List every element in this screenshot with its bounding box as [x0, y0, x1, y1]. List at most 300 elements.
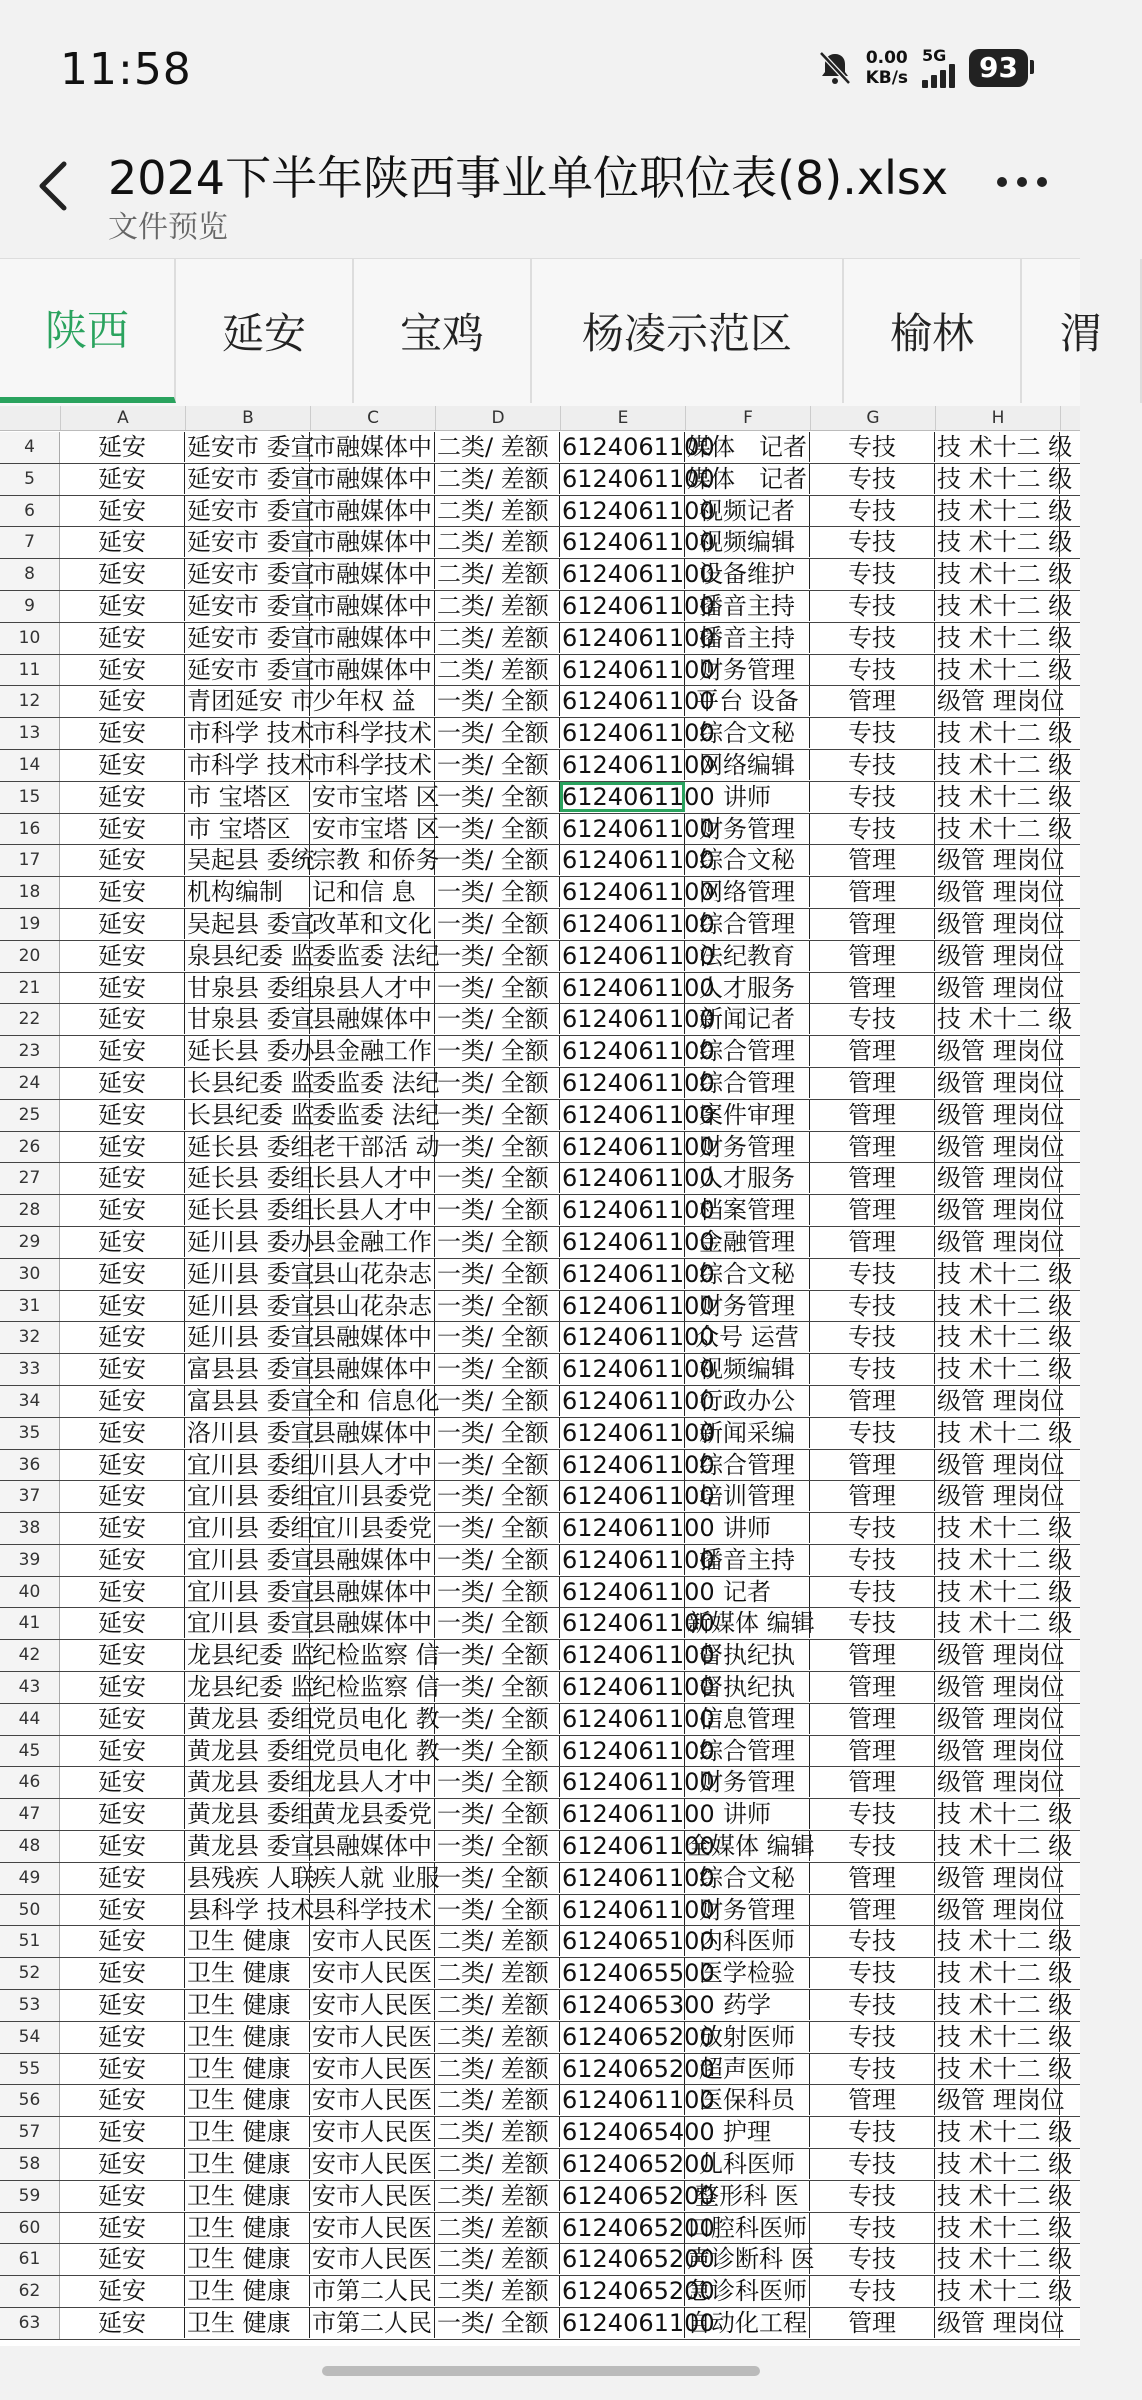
- table-cell[interactable]: 管理: [810, 1132, 935, 1162]
- table-cell[interactable]: 延安市 委宣: [187, 464, 315, 493]
- row-number[interactable]: 20: [0, 941, 60, 972]
- table-cell[interactable]: 延安: [60, 1831, 185, 1861]
- table-cell[interactable]: 级管 理岗位: [937, 1386, 1065, 1415]
- back-arrow-icon[interactable]: [34, 156, 74, 216]
- table-cell[interactable]: 专技: [810, 2149, 935, 2179]
- table-cell[interactable]: 专技: [810, 2022, 935, 2052]
- table-cell[interactable]: 财务管理: [685, 814, 810, 844]
- table-cell[interactable]: 一类/ 全额: [435, 1577, 560, 1607]
- table-cell[interactable]: 市科学 技术: [187, 750, 315, 779]
- table-cell[interactable]: 技 术十二 级: [937, 814, 1073, 843]
- table-cell[interactable]: 级管 理岗位: [937, 1068, 1065, 1097]
- table-cell[interactable]: 一类/ 全额: [435, 750, 560, 780]
- table-cell[interactable]: 专技: [810, 1831, 935, 1861]
- table-cell[interactable]: 延安: [60, 1386, 185, 1416]
- table-cell[interactable]: 6124061100: [562, 878, 715, 907]
- table-cell[interactable]: 少年权 益: [310, 686, 435, 716]
- table-cell[interactable]: 管理: [810, 1767, 935, 1797]
- table-cell[interactable]: 级管 理岗位: [937, 1641, 1065, 1670]
- table-cell[interactable]: 6124061100: [562, 464, 715, 493]
- table-cell[interactable]: 综合管理: [685, 1736, 810, 1766]
- table-cell[interactable]: 管理: [810, 1386, 935, 1416]
- table-cell[interactable]: 设备维护: [685, 559, 810, 589]
- table-cell[interactable]: 宜川县 委组: [187, 1482, 315, 1511]
- table-cell[interactable]: 卫生 健康: [185, 2054, 310, 2084]
- table-cell[interactable]: 记和信 息: [310, 877, 435, 907]
- table-cell[interactable]: 宜川县 委宣: [187, 1545, 315, 1574]
- table-cell[interactable]: 管理: [810, 1863, 935, 1893]
- table-cell[interactable]: 药学: [685, 1990, 810, 2020]
- table-cell[interactable]: 延安: [60, 750, 185, 780]
- table-cell[interactable]: 技 术十二 级: [937, 1514, 1073, 1543]
- table-cell[interactable]: 延安: [60, 1291, 185, 1321]
- table-cell[interactable]: 一类/ 全额: [435, 845, 560, 875]
- table-cell[interactable]: 市 宝塔区: [185, 782, 310, 812]
- table-cell[interactable]: 管理: [810, 1068, 935, 1098]
- table-cell[interactable]: 延川县 委办: [187, 1227, 315, 1256]
- row-number[interactable]: 40: [0, 1577, 60, 1608]
- table-cell[interactable]: 县山花杂志: [310, 1259, 435, 1289]
- table-cell[interactable]: 一类/ 全额: [435, 1004, 560, 1034]
- row-number[interactable]: 25: [0, 1100, 60, 1131]
- table-cell[interactable]: 二类/ 差额: [435, 2085, 560, 2115]
- table-cell[interactable]: 二类/ 差额: [435, 2181, 560, 2211]
- row-number[interactable]: 12: [0, 686, 60, 717]
- table-cell[interactable]: 一类/ 全额: [435, 1704, 560, 1734]
- row-number[interactable]: 41: [0, 1608, 60, 1639]
- table-cell[interactable]: 技 术十二 级: [937, 1927, 1073, 1956]
- table-cell[interactable]: 级管 理岗位: [937, 1227, 1065, 1256]
- table-cell[interactable]: 专技: [810, 1322, 935, 1352]
- row-number[interactable]: 18: [0, 877, 60, 908]
- table-cell[interactable]: 专技: [810, 1577, 935, 1607]
- table-cell[interactable]: 整形科 医: [685, 2181, 810, 2211]
- table-cell[interactable]: 卫生 健康: [185, 2244, 310, 2274]
- table-cell[interactable]: 专技: [810, 1545, 935, 1575]
- table-cell[interactable]: 延安: [60, 623, 185, 653]
- row-number[interactable]: 45: [0, 1736, 60, 1767]
- table-cell[interactable]: 案件审理: [685, 1100, 810, 1130]
- table-cell[interactable]: 专技: [810, 2244, 935, 2274]
- table-cell[interactable]: 6124061100: [562, 1704, 715, 1733]
- row-number[interactable]: 23: [0, 1036, 60, 1067]
- table-cell[interactable]: 延长县 委组: [187, 1164, 315, 1193]
- row-number[interactable]: 51: [0, 1926, 60, 1957]
- table-cell[interactable]: 市科学 技术: [187, 719, 315, 748]
- table-cell[interactable]: 纪检监察 信: [312, 1673, 440, 1702]
- table-cell[interactable]: 专技: [810, 432, 935, 462]
- home-indicator[interactable]: [322, 2366, 760, 2376]
- table-cell[interactable]: 专技: [810, 527, 935, 557]
- table-cell[interactable]: 财务管理: [685, 1895, 810, 1925]
- table-cell[interactable]: 6124061100: [562, 496, 715, 525]
- table-cell[interactable]: 管理: [810, 1895, 935, 1925]
- table-cell[interactable]: 综合文秘: [685, 1259, 810, 1289]
- table-cell[interactable]: 技 术十二 级: [937, 1959, 1073, 1988]
- table-cell[interactable]: 6124065100: [562, 1927, 715, 1956]
- table-cell[interactable]: 县融媒体中: [310, 1545, 435, 1575]
- table-cell[interactable]: 技 术十二 级: [937, 2213, 1073, 2242]
- table-cell[interactable]: 卫生 健康: [185, 2149, 310, 2179]
- table-cell[interactable]: 技 术十二 级: [937, 750, 1073, 779]
- table-cell[interactable]: 6124061100: [562, 1736, 715, 1765]
- table-cell[interactable]: 老干部活 动: [312, 1132, 440, 1161]
- table-cell[interactable]: 延川县 委宣: [187, 1291, 315, 1320]
- table-cell[interactable]: 级管 理岗位: [937, 2309, 1065, 2338]
- table-cell[interactable]: 卫生 健康: [185, 2181, 310, 2211]
- table-cell[interactable]: 延安: [60, 2054, 185, 2084]
- table-cell[interactable]: 安市人民医: [310, 2181, 435, 2211]
- row-number[interactable]: 15: [0, 782, 60, 813]
- table-cell[interactable]: 口腔科医师: [685, 2213, 810, 2243]
- column-header[interactable]: C: [311, 406, 436, 430]
- row-number[interactable]: 33: [0, 1354, 60, 1385]
- table-cell[interactable]: 县融媒体中: [310, 1322, 435, 1352]
- table-cell[interactable]: 网络管理: [685, 877, 810, 907]
- table-cell[interactable]: 延安: [60, 814, 185, 844]
- table-cell[interactable]: 延安: [60, 1513, 185, 1543]
- table-cell[interactable]: 财务管理: [685, 1132, 810, 1162]
- table-cell[interactable]: 播音主持: [685, 1545, 810, 1575]
- table-cell[interactable]: 富县县 委宣: [187, 1386, 315, 1415]
- table-cell[interactable]: 安市人民医: [310, 2117, 435, 2147]
- table-cell[interactable]: 专技: [810, 2276, 935, 2306]
- table-cell[interactable]: 媒体 记者: [685, 432, 810, 462]
- table-cell[interactable]: 级管 理岗位: [937, 1895, 1065, 1924]
- table-cell[interactable]: 管理: [810, 1704, 935, 1734]
- table-cell[interactable]: 一类/ 全额: [435, 1545, 560, 1575]
- table-cell[interactable]: 二类/ 差额: [435, 1990, 560, 2020]
- table-cell[interactable]: 宜川县委党: [310, 1513, 435, 1543]
- table-cell[interactable]: 延安: [60, 1068, 185, 1098]
- table-cell[interactable]: 视频编辑: [685, 1354, 810, 1384]
- table-cell[interactable]: 专技: [810, 2213, 935, 2243]
- table-cell[interactable]: 延安: [60, 2213, 185, 2243]
- table-cell[interactable]: 综合文秘: [685, 718, 810, 748]
- table-cell[interactable]: 6124065200: [562, 2022, 715, 2051]
- table-cell[interactable]: 6124061100: [562, 814, 715, 843]
- table-cell[interactable]: 一类/ 全额: [435, 1354, 560, 1384]
- table-cell[interactable]: 县金融工作: [310, 1036, 435, 1066]
- table-cell[interactable]: 技 术十二 级: [937, 623, 1073, 652]
- table-cell[interactable]: 技 术十二 级: [937, 782, 1073, 811]
- table-cell[interactable]: 一类/ 全额: [435, 1895, 560, 1925]
- table-cell[interactable]: 视频记者: [685, 496, 810, 526]
- row-number[interactable]: 53: [0, 1990, 60, 2021]
- table-cell[interactable]: 一类/ 全额: [435, 1767, 560, 1797]
- table-cell[interactable]: 6124061100: [562, 2309, 715, 2338]
- table-cell[interactable]: 6124061100: [562, 1005, 715, 1034]
- table-cell[interactable]: 延安: [60, 1259, 185, 1289]
- table-cell[interactable]: 二类/ 差额: [435, 2117, 560, 2147]
- row-number[interactable]: 42: [0, 1640, 60, 1671]
- tab-shaanxi[interactable]: [0, 259, 176, 403]
- table-cell[interactable]: 6124061100: [562, 1832, 715, 1861]
- table-cell[interactable]: 长县纪委 监: [187, 1100, 315, 1129]
- table-cell[interactable]: 专技: [810, 1926, 935, 1956]
- table-cell[interactable]: 龙县纪委 监: [187, 1673, 315, 1702]
- table-cell[interactable]: 技 术十二 级: [937, 528, 1073, 557]
- table-cell[interactable]: 一类/ 全额: [435, 1513, 560, 1543]
- table-cell[interactable]: 二类/ 差额: [435, 464, 560, 494]
- row-number[interactable]: 58: [0, 2149, 60, 2180]
- table-cell[interactable]: 宜川县委党: [310, 1481, 435, 1511]
- table-cell[interactable]: 延安: [60, 718, 185, 748]
- table-cell[interactable]: 级管 理岗位: [937, 1482, 1065, 1511]
- table-cell[interactable]: 管理: [810, 1227, 935, 1257]
- table-cell[interactable]: 延安: [60, 655, 185, 685]
- table-cell[interactable]: 级管 理岗位: [937, 1196, 1065, 1225]
- table-cell[interactable]: 视频编辑: [685, 527, 810, 557]
- table-cell[interactable]: 6124061100: [562, 782, 715, 811]
- table-cell[interactable]: 宗教 和侨务: [312, 846, 440, 875]
- table-cell[interactable]: 级管 理岗位: [937, 1736, 1065, 1765]
- table-cell[interactable]: 县科学 技术: [187, 1895, 315, 1924]
- table-cell[interactable]: 一类/ 全额: [435, 1036, 560, 1066]
- table-cell[interactable]: 级管 理岗位: [937, 973, 1065, 1002]
- sheet-corner[interactable]: [0, 406, 61, 430]
- table-cell[interactable]: 6124061100: [562, 973, 715, 1002]
- tab-yangling[interactable]: [532, 259, 844, 403]
- table-cell[interactable]: 一类/ 全额: [435, 1291, 560, 1321]
- table-cell[interactable]: 延安: [60, 1608, 185, 1638]
- table-cell[interactable]: 安市人民医: [310, 2213, 435, 2243]
- spreadsheet[interactable]: [0, 406, 1080, 2346]
- table-cell[interactable]: 综合文秘: [685, 1863, 810, 1893]
- table-cell[interactable]: 级管 理岗位: [937, 846, 1065, 875]
- table-cell[interactable]: 延安: [60, 845, 185, 875]
- row-number[interactable]: 43: [0, 1672, 60, 1703]
- table-cell[interactable]: 二类/ 差额: [435, 496, 560, 526]
- table-cell[interactable]: 县融媒体中: [310, 1577, 435, 1607]
- table-cell[interactable]: 6124061100: [562, 1355, 715, 1384]
- table-cell[interactable]: 市科学技术: [310, 750, 435, 780]
- table-cell[interactable]: 二类/ 差额: [435, 559, 560, 589]
- table-cell[interactable]: 黄龙县 委组: [187, 1768, 315, 1797]
- table-cell[interactable]: 市融媒体中: [310, 591, 435, 621]
- row-number[interactable]: 46: [0, 1767, 60, 1798]
- row-number[interactable]: 5: [0, 464, 60, 495]
- table-cell[interactable]: 综合文秘: [685, 845, 810, 875]
- table-cell[interactable]: 管理: [810, 845, 935, 875]
- table-cell[interactable]: 二类/ 差额: [435, 655, 560, 685]
- table-cell[interactable]: 党员电化 教: [312, 1704, 440, 1733]
- table-cell[interactable]: 一类/ 全额: [435, 1068, 560, 1098]
- table-cell[interactable]: 6124061100: [562, 1418, 715, 1447]
- table-cell[interactable]: 宜川县 委宣: [187, 1609, 315, 1638]
- table-cell[interactable]: 延安市 委宣: [187, 496, 315, 525]
- row-number[interactable]: 28: [0, 1195, 60, 1226]
- table-cell[interactable]: 延安: [60, 2181, 185, 2211]
- table-cell[interactable]: 二类/ 差额: [435, 591, 560, 621]
- table-cell[interactable]: 延安: [60, 1163, 185, 1193]
- row-number[interactable]: 9: [0, 591, 60, 622]
- table-cell[interactable]: 延安: [60, 1418, 185, 1448]
- table-cell[interactable]: 延安: [60, 1545, 185, 1575]
- table-cell[interactable]: 级管 理岗位: [937, 1037, 1065, 1066]
- table-cell[interactable]: 专技: [810, 1990, 935, 2020]
- table-cell[interactable]: 延安: [60, 2117, 185, 2147]
- table-cell[interactable]: 延安: [60, 973, 185, 1003]
- table-cell[interactable]: 6124065200: [562, 2181, 715, 2210]
- table-cell[interactable]: 一类/ 全额: [435, 941, 560, 971]
- table-cell[interactable]: 市科学技术: [310, 718, 435, 748]
- table-cell[interactable]: 县融媒体中: [310, 1418, 435, 1448]
- table-cell[interactable]: 长县人才中: [310, 1163, 435, 1193]
- row-number[interactable]: 61: [0, 2244, 60, 2275]
- row-number[interactable]: 26: [0, 1132, 60, 1163]
- table-cell[interactable]: 管理: [810, 973, 935, 1003]
- column-header[interactable]: H: [936, 406, 1061, 430]
- table-cell[interactable]: 甘泉县 委宣: [187, 1005, 315, 1034]
- table-cell[interactable]: 专技: [810, 1608, 935, 1638]
- table-cell[interactable]: 一类/ 全额: [435, 1163, 560, 1193]
- table-cell[interactable]: 延安: [60, 1036, 185, 1066]
- table-cell[interactable]: 一类/ 全额: [435, 1640, 560, 1670]
- table-cell[interactable]: 卫生 健康: [185, 2213, 310, 2243]
- table-cell[interactable]: 县融媒体中: [310, 1354, 435, 1384]
- table-cell[interactable]: 管理: [810, 1481, 935, 1511]
- table-cell[interactable]: 技 术十二 级: [937, 1609, 1073, 1638]
- row-number[interactable]: 21: [0, 973, 60, 1004]
- row-number[interactable]: 32: [0, 1322, 60, 1353]
- table-cell[interactable]: 综合管理: [685, 1450, 810, 1480]
- table-cell[interactable]: 播音主持: [685, 623, 810, 653]
- table-cell[interactable]: 龙县人才中: [310, 1767, 435, 1797]
- table-cell[interactable]: 管理: [810, 2085, 935, 2115]
- column-header[interactable]: A: [61, 406, 186, 430]
- table-cell[interactable]: 一类/ 全额: [435, 1799, 560, 1829]
- table-cell[interactable]: 专技: [810, 2181, 935, 2211]
- table-cell[interactable]: 级管 理岗位: [937, 1704, 1065, 1733]
- table-cell[interactable]: 延安: [60, 1132, 185, 1162]
- table-cell[interactable]: 安市人民医: [310, 2149, 435, 2179]
- table-cell[interactable]: 专技: [810, 1799, 935, 1829]
- table-cell[interactable]: 一类/ 全额: [435, 1227, 560, 1257]
- table-cell[interactable]: 管理: [810, 1672, 935, 1702]
- table-cell[interactable]: 6124065200: [562, 2245, 715, 2274]
- table-cell[interactable]: 泉县纪委 监: [187, 941, 315, 970]
- table-cell[interactable]: 延安: [60, 1354, 185, 1384]
- table-cell[interactable]: 安市宝塔 区: [312, 782, 440, 811]
- table-cell[interactable]: 专技: [810, 591, 935, 621]
- table-cell[interactable]: 技 术十二 级: [937, 496, 1073, 525]
- row-number[interactable]: 35: [0, 1418, 60, 1449]
- table-cell[interactable]: 技 术十二 级: [937, 2118, 1073, 2147]
- row-number[interactable]: 55: [0, 2054, 60, 2085]
- table-cell[interactable]: 6124061100: [562, 1132, 715, 1161]
- table-cell[interactable]: 一类/ 全额: [435, 973, 560, 1003]
- table-cell[interactable]: 洛川县 委宣: [187, 1418, 315, 1447]
- table-cell[interactable]: 川县人才中: [310, 1450, 435, 1480]
- table-cell[interactable]: 6124061100: [562, 1259, 715, 1288]
- more-icon[interactable]: [996, 172, 1048, 192]
- table-cell[interactable]: 延安: [60, 1895, 185, 1925]
- table-cell[interactable]: 一类/ 全额: [435, 814, 560, 844]
- table-cell[interactable]: 6124061100: [562, 433, 715, 461]
- row-number[interactable]: 36: [0, 1450, 60, 1481]
- row-number[interactable]: 27: [0, 1163, 60, 1194]
- table-cell[interactable]: 管理: [810, 1450, 935, 1480]
- table-cell[interactable]: 6124061100: [562, 1768, 715, 1797]
- table-cell[interactable]: 延安市 委宣: [187, 655, 315, 684]
- table-cell[interactable]: 卫生 健康: [185, 2276, 310, 2306]
- table-cell[interactable]: 延安: [60, 1863, 185, 1893]
- table-cell[interactable]: 延安: [60, 1227, 185, 1257]
- table-cell[interactable]: 综合管理: [685, 1036, 810, 1066]
- column-header[interactable]: F: [686, 406, 811, 430]
- table-cell[interactable]: 技 术十二 级: [937, 1577, 1073, 1606]
- table-cell[interactable]: 安市人民医: [310, 2054, 435, 2084]
- table-cell[interactable]: 县科学技术: [310, 1895, 435, 1925]
- table-cell[interactable]: 讲师: [685, 782, 810, 812]
- table-cell[interactable]: 一类/ 全额: [435, 1195, 560, 1225]
- table-cell[interactable]: 安市人民医: [310, 2085, 435, 2115]
- table-cell[interactable]: 青团延安 市: [187, 687, 315, 716]
- table-cell[interactable]: 管理: [810, 877, 935, 907]
- table-cell[interactable]: 延安: [60, 527, 185, 557]
- table-cell[interactable]: 6124065300: [562, 1991, 715, 2020]
- table-cell[interactable]: 专技: [810, 1004, 935, 1034]
- table-cell[interactable]: 延安: [60, 1481, 185, 1511]
- table-cell[interactable]: 6124061100: [562, 1037, 715, 1066]
- table-cell[interactable]: 6124061100: [562, 1895, 715, 1924]
- table-cell[interactable]: 县融媒体中: [310, 1004, 435, 1034]
- row-number[interactable]: 8: [0, 559, 60, 590]
- table-cell[interactable]: 信息管理: [685, 1704, 810, 1734]
- table-cell[interactable]: 延安市 委宣: [187, 623, 315, 652]
- column-header[interactable]: G: [811, 406, 936, 430]
- row-number[interactable]: 63: [0, 2308, 60, 2339]
- table-cell[interactable]: 市融媒体中: [310, 432, 435, 462]
- table-cell[interactable]: 延安: [60, 877, 185, 907]
- table-cell[interactable]: 专技: [810, 1958, 935, 1988]
- table-cell[interactable]: 行政办公: [685, 1386, 810, 1416]
- table-cell[interactable]: 一类/ 全额: [435, 2308, 560, 2338]
- table-cell[interactable]: 延安: [60, 909, 185, 939]
- table-cell[interactable]: 黄龙县 委宣: [187, 1832, 315, 1861]
- table-cell[interactable]: 一类/ 全额: [435, 1608, 560, 1638]
- table-cell[interactable]: 二类/ 差额: [435, 2022, 560, 2052]
- table-cell[interactable]: 宜川县 委组: [187, 1450, 315, 1479]
- table-cell[interactable]: 市融媒体中: [310, 559, 435, 589]
- table-cell[interactable]: 技 术十二 级: [937, 464, 1073, 493]
- table-cell[interactable]: 技 术十二 级: [937, 1418, 1073, 1447]
- table-cell[interactable]: 技 术十二 级: [937, 1832, 1073, 1861]
- table-cell[interactable]: 一类/ 全额: [435, 1259, 560, 1289]
- table-cell[interactable]: 二类/ 差额: [435, 1926, 560, 1956]
- table-cell[interactable]: 管理: [810, 1163, 935, 1193]
- table-cell[interactable]: 级管 理岗位: [937, 1164, 1065, 1193]
- table-cell[interactable]: 延安市 委宣: [187, 433, 315, 461]
- row-number[interactable]: 4: [0, 432, 60, 463]
- column-header[interactable]: B: [186, 406, 311, 430]
- tab-yanan[interactable]: [176, 259, 354, 403]
- table-cell[interactable]: 全和 信息化: [312, 1386, 440, 1415]
- table-cell[interactable]: 一类/ 全额: [435, 686, 560, 716]
- table-cell[interactable]: 一类/ 全额: [435, 1450, 560, 1480]
- table-cell[interactable]: 延川县 委宣: [187, 1259, 315, 1288]
- table-cell[interactable]: 二类/ 差额: [435, 527, 560, 557]
- table-cell[interactable]: 县山花杂志: [310, 1291, 435, 1321]
- table-cell[interactable]: 延安: [60, 464, 185, 494]
- table-cell[interactable]: 金融管理: [685, 1227, 810, 1257]
- table-cell[interactable]: 6124061100: [562, 1323, 715, 1352]
- table-cell[interactable]: 一类/ 全额: [435, 909, 560, 939]
- table-cell[interactable]: 延安: [60, 2022, 185, 2052]
- table-cell[interactable]: 一类/ 全额: [435, 782, 560, 812]
- row-number[interactable]: 7: [0, 527, 60, 558]
